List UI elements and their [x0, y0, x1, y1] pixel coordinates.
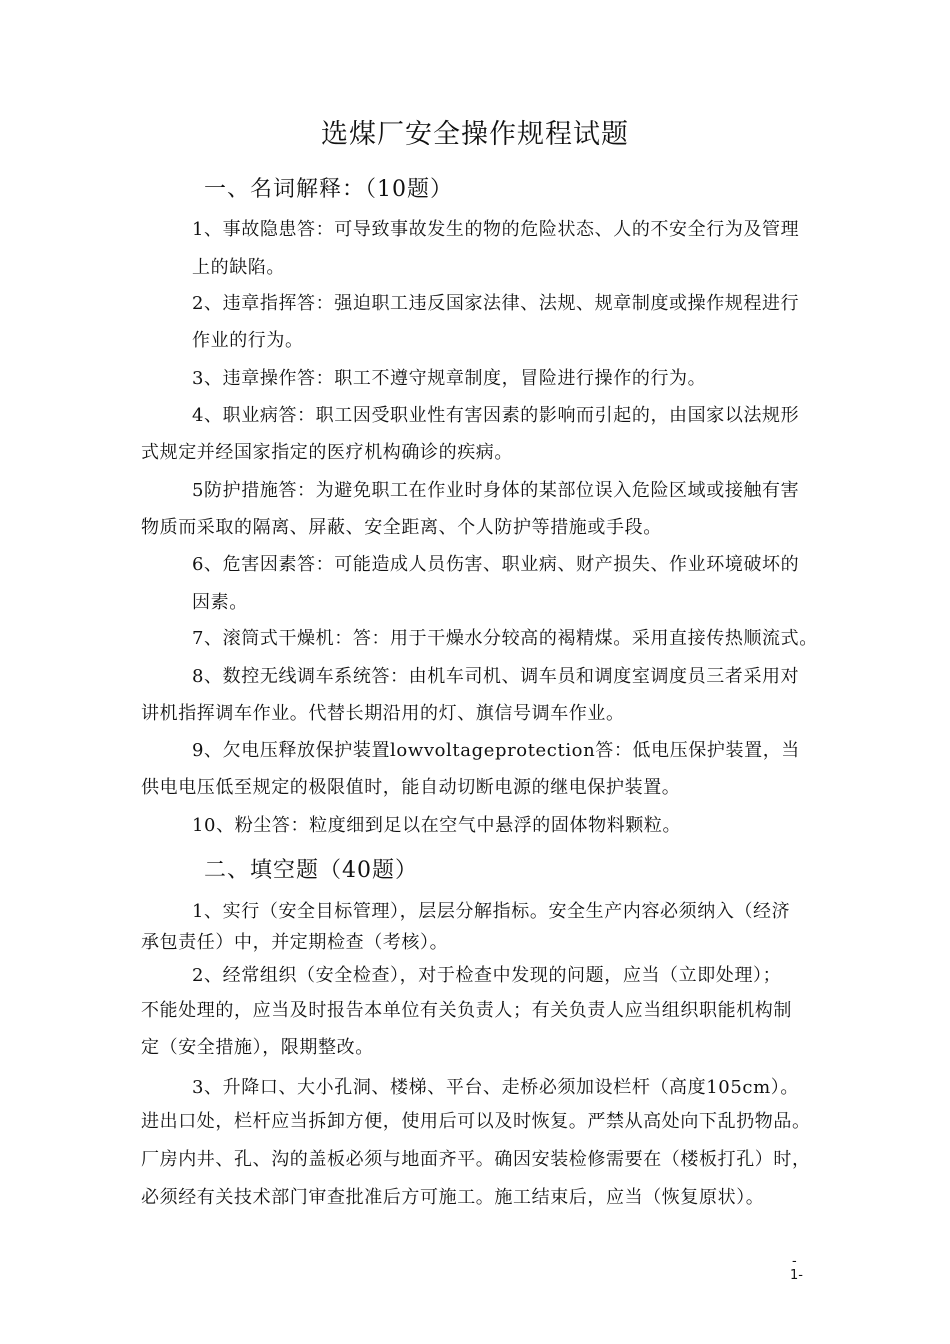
paragraph-line: 进出口处，栏杆应当拆卸方便，使用后可以及时恢复。严禁从高处向下乱扔物品。	[141, 1111, 811, 1132]
paragraph-line: 6、危害因素答：可能造成人员伤害、职业病、财产损失、作业环境破坏的	[192, 554, 800, 575]
paragraph-line: 2、违章指挥答：强迫职工违反国家法律、法规、规章制度或操作规程进行	[192, 293, 800, 314]
paragraph-line: 8、数控无线调车系统答：由机车司机、调车员和调度室调度员三者采用对	[192, 666, 800, 687]
paragraph-line: 必须经有关技术部门审查批准后方可施工。施工结束后，应当（恢复原状）。	[141, 1187, 765, 1208]
section-heading-definitions: 一、名词解释：（10题）	[204, 177, 453, 202]
paragraph-line: 承包责任）中，并定期检查（考核）。	[141, 932, 449, 953]
paragraph-line: 4、职业病答：职工因受职业性有害因素的影响而引起的，由国家以法规形	[192, 405, 800, 426]
paragraph-line: 3、升降口、大小孔洞、楼梯、平台、走桥必须加设栏杆（高度105cm）。	[192, 1077, 799, 1098]
paragraph-line: 厂房内井、孔、沟的盖板必须与地面齐平。确因安装检修需要在（楼板打孔）时，	[141, 1149, 811, 1170]
paragraph-line: 10、粉尘答：粒度细到足以在空气中悬浮的固体物料颗粒。	[192, 815, 682, 836]
paragraph-line: 2、经常组织（安全检查），对于检查中发现的问题，应当（立即处理）；	[192, 965, 782, 986]
paragraph-line: 上的缺陷。	[192, 257, 285, 278]
section-heading-fill-in: 二、填空题（40题）	[204, 858, 418, 883]
paragraph-line: 不能处理的，应当及时报告本单位有关负责人；有关负责人应当组织职能机构制	[141, 1000, 792, 1021]
paragraph-line: 5防护措施答：为避免职工在作业时身体的某部位误入危险区域或接触有害	[192, 480, 800, 501]
paragraph-line: 式规定并经国家指定的医疗机构确诊的疾病。	[141, 442, 513, 463]
paragraph-line: 7、滚筒式干燥机：答：用于干燥水分较高的褐精煤。采用直接传热顺流式。	[192, 628, 818, 649]
paragraph-line: 物质而采取的隔离、屏蔽、安全距离、个人防护等措施或手段。	[141, 517, 662, 538]
paragraph-line: 1、事故隐患答：可导致事故发生的物的危险状态、人的不安全行为及管理	[192, 219, 800, 240]
paragraph-line: 1、实行（安全目标管理），层层分解指标。安全生产内容必须纳入（经济	[192, 901, 791, 922]
paragraph-line: 作业的行为。	[192, 330, 304, 351]
paragraph-line: 3、违章操作答：职工不遵守规章制度，冒险进行操作的行为。	[192, 368, 707, 389]
paragraph-line: 定（安全措施），限期整改。	[141, 1037, 374, 1058]
paragraph-line: 供电电压低至规定的极限值时，能自动切断电源的继电保护装置。	[141, 777, 681, 798]
page-number: 1-	[790, 1268, 803, 1283]
paragraph-line: 9、欠电压释放保护装置lowvoltageprotection答：低电压保护装置，当	[192, 740, 800, 761]
page-number-dash: -	[792, 1254, 797, 1269]
paragraph-line: 讲机指挥调车作业。代替长期沿用的灯、旗信号调车作业。	[141, 703, 625, 724]
paragraph-line: 因素。	[192, 592, 248, 613]
document-title: 选煤厂安全操作规程试题	[321, 119, 629, 150]
